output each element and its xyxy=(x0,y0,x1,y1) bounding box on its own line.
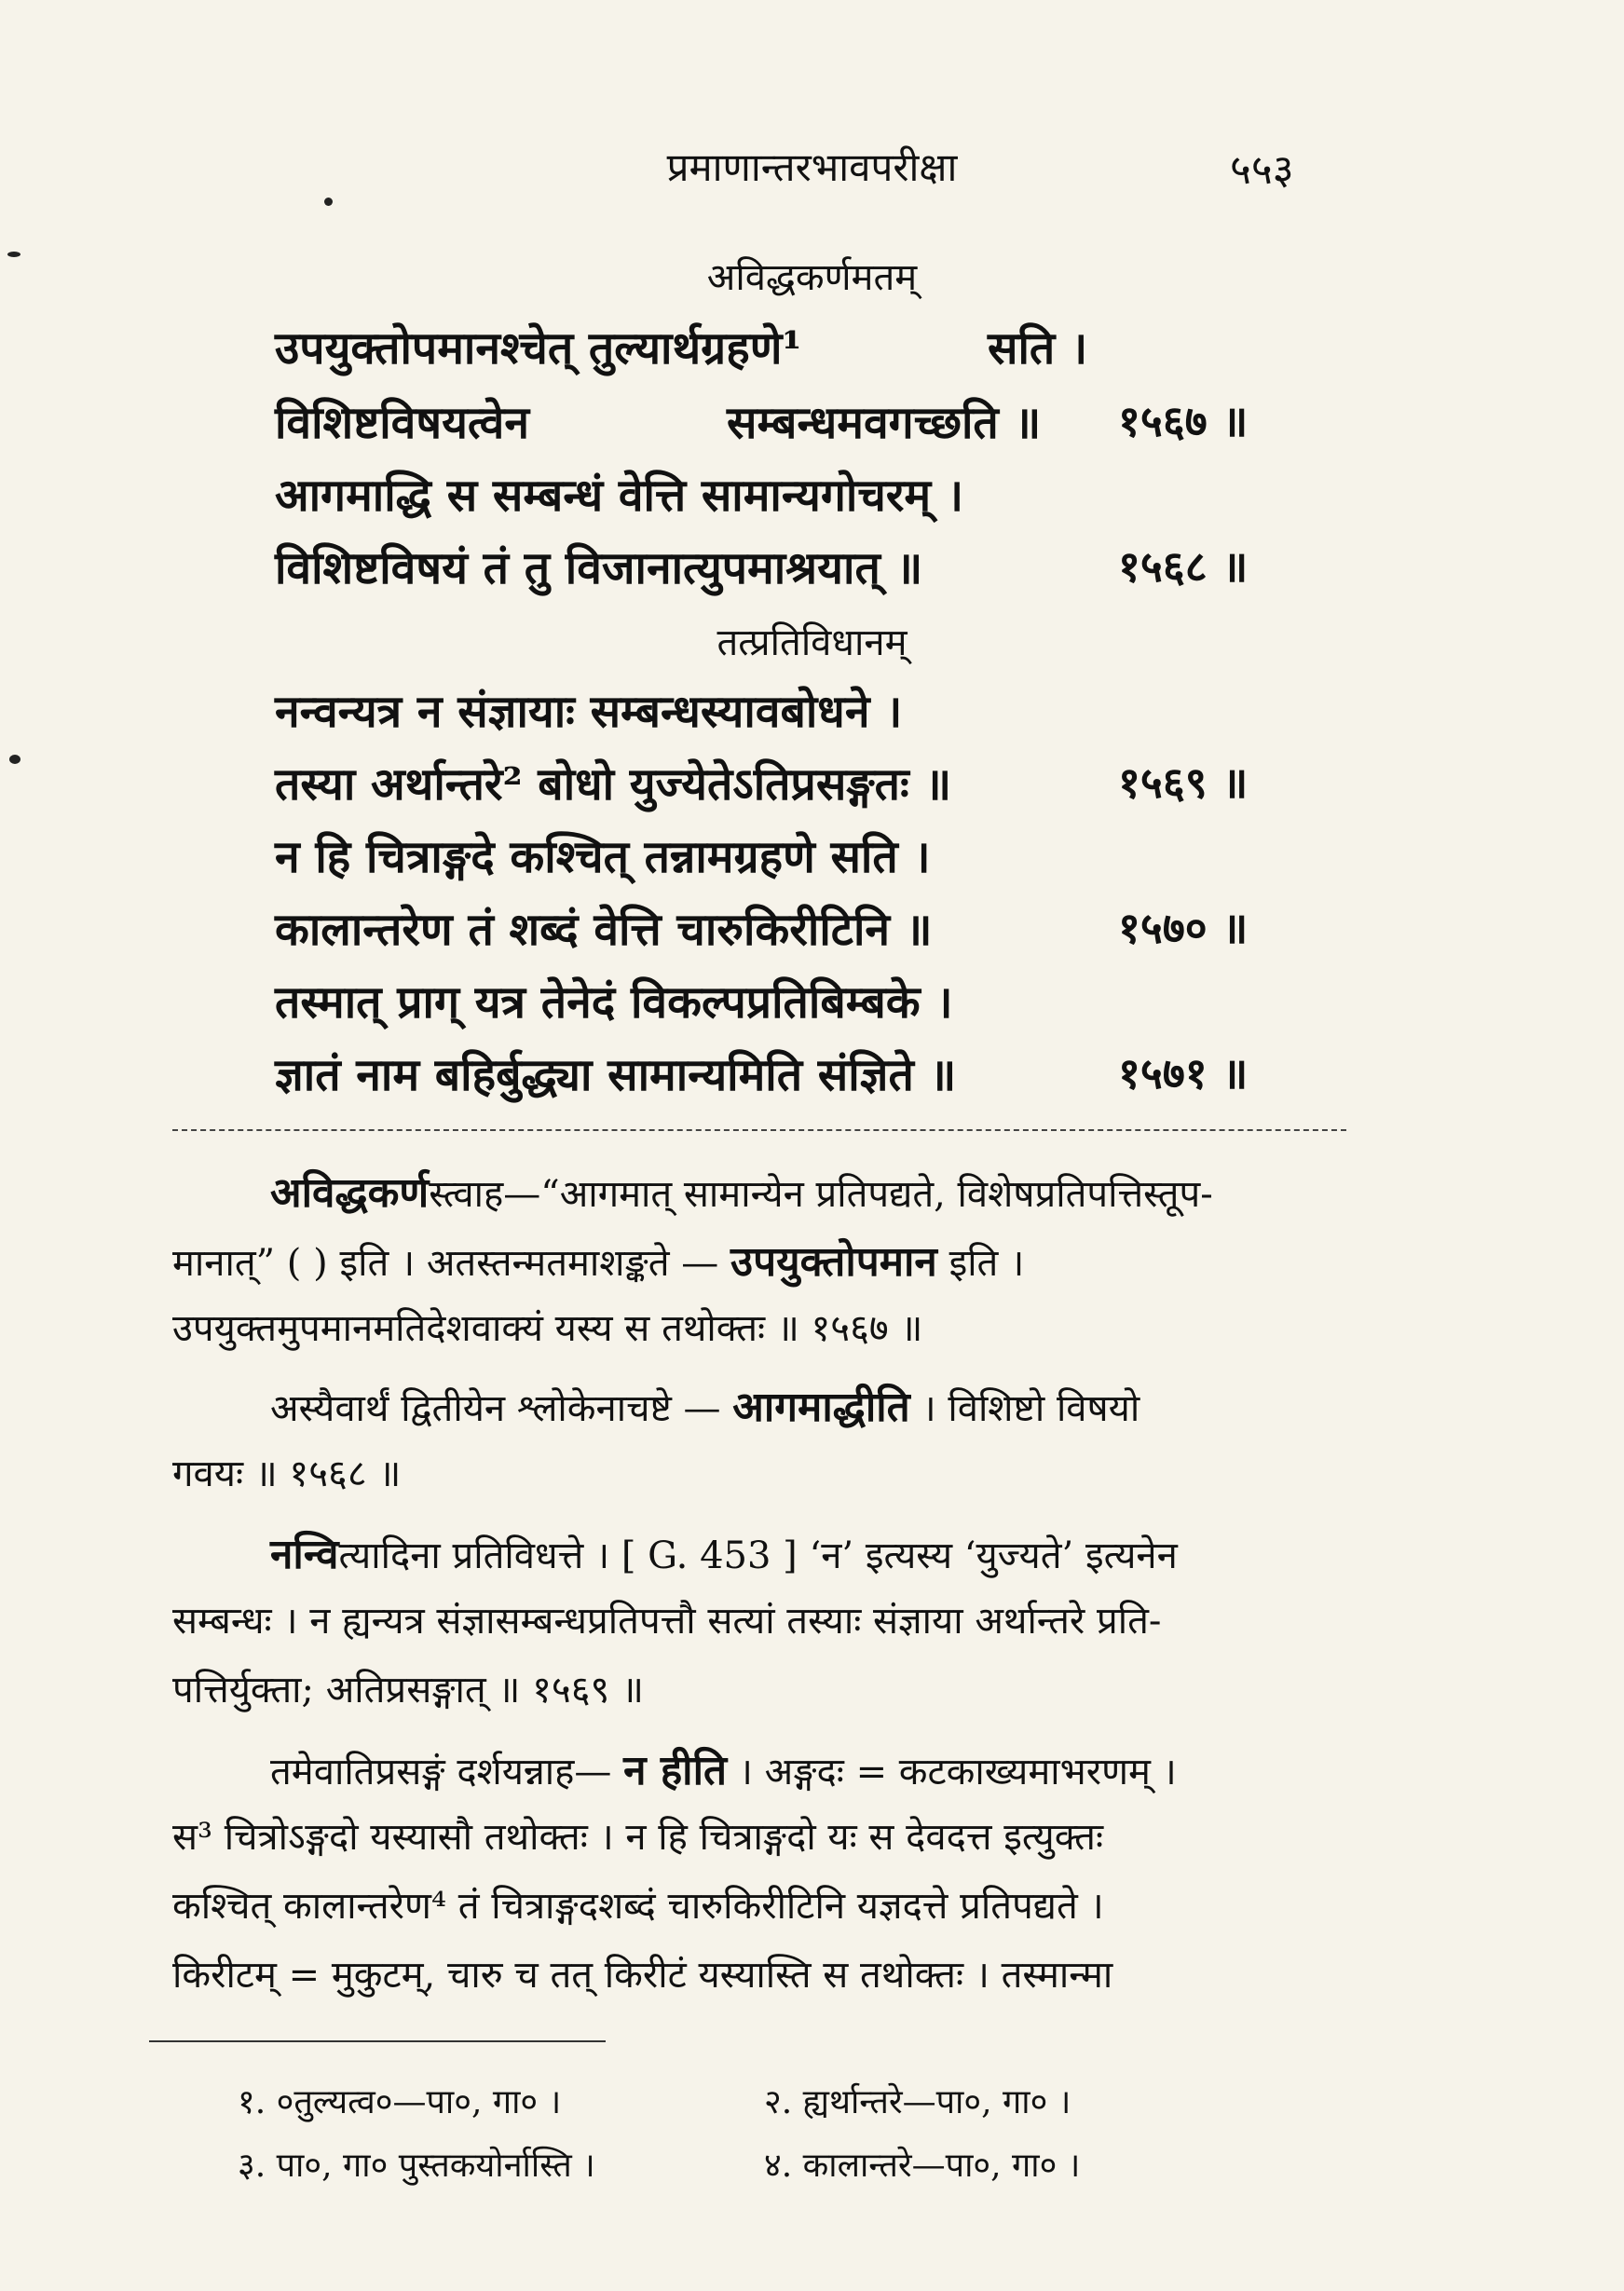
commentary-line xyxy=(270,1377,1140,1433)
commentary-line: पत्तिर्युक्ता; अतिप्रसङ्गात् ॥ १५६९ ॥ xyxy=(172,1669,644,1711)
commentary-keyword: अविद्धकर्ण xyxy=(270,1169,430,1217)
commentary-text: स्त्वाह—“आगमात् सामान्येन प्रतिपद्यते, विशेषप्रतिपत्तिस्तूप- xyxy=(429,1173,1213,1216)
commentary-keyword: न हीति xyxy=(623,1747,728,1794)
verse-line-end: सति । xyxy=(988,322,1088,375)
commentary-keyword: नन्वि xyxy=(270,1531,339,1578)
ink-speck xyxy=(9,755,20,764)
commentary-line: गवयः ॥ १५६८ ॥ xyxy=(172,1452,402,1495)
verse-line: तस्मात् प्राग् यत्र तेनेदं विकल्पप्रतिबिम्बके । xyxy=(275,976,953,1029)
commentary-text: त्यादिना प्रतिविधत्ते । [ G. 453 ] ‘न’ इत्यस्य ‘युज्यते’ इत्यनेन xyxy=(338,1534,1178,1577)
commentary-text: । अङ्गदः = कटकाख्यमाभरणम् । xyxy=(738,1751,1177,1793)
verse-line: उपयुक्तोपमानश्चेत् तुल्यार्थग्रहणे¹ xyxy=(275,322,802,375)
verse-line: न हि चित्राङ्गदे कश्चित् तन्नामग्रहणे सति । xyxy=(275,831,931,883)
verse-number: १५६९ ॥ xyxy=(1118,757,1249,808)
commentary-line xyxy=(270,1740,1177,1796)
commentary-line: सम्बन्धः । न ह्यन्यत्र संज्ञासम्बन्धप्रतिपत्तौ सत्यां तस्याः संज्ञाया अर्थान्तरे प्रति- xyxy=(172,1600,1162,1643)
page-number: ५५३ xyxy=(1230,146,1294,194)
footnote: १. ०तुल्यत्व०—पा०, गा० । xyxy=(238,2083,562,2121)
verse-line: आगमाद्धि स सम्बन्धं वेत्ति सामान्यगोचरम् । xyxy=(275,470,964,522)
verse-number: १५६८ ॥ xyxy=(1118,541,1249,592)
verse-line: ज्ञातं नाम बहिर्बुद्ध्या सामान्यमिति संज्ञिते ॥ xyxy=(275,1049,957,1101)
footnote: २. ह्यर्थान्तरे—पा०, गा० । xyxy=(764,2083,1071,2121)
footnote: ४. कालान्तरे—पा०, गा० । xyxy=(764,2147,1081,2185)
verse-line: नन्वन्यत्र न संज्ञायाः सम्बन्धस्यावबोधने । xyxy=(275,686,903,738)
commentary-keyword: आगमाद्धीति xyxy=(732,1384,910,1431)
verse-line: विशिष्टविषयत्वेन xyxy=(275,397,529,449)
ink-speck xyxy=(324,198,333,206)
verse-number: १५७० ॥ xyxy=(1118,903,1249,953)
commentary-line: उपयुक्तमुपमानमतिदेशवाक्यं यस्य स तथोक्तः ॥ १५६७ ॥ xyxy=(172,1307,923,1350)
separator-rule xyxy=(172,1129,1346,1131)
section-heading-pratividhanam: तत्प्रतिविधानम् xyxy=(716,621,908,664)
running-header: प्रमाणान्तरभावपरीक्षा xyxy=(666,144,958,190)
commentary-text: । विशिष्टो विषयो xyxy=(921,1387,1140,1430)
verse-number: १५७१ ॥ xyxy=(1118,1048,1249,1098)
commentary-line: स³ चित्रोऽङ्गदो यस्यासौ तथोक्तः । न हि चित्राङ्गदो यः स देवदत्त इत्युक्तः xyxy=(172,1816,1104,1859)
commentary-line: किरीटम् = मुकुटम्, चारु च तत् किरीटं यस्यास्ति स तथोक्तः । तस्मान्मा xyxy=(172,1954,1113,1997)
commentary-line: कश्चित् कालान्तरेण⁴ तं चित्राङ्गदशब्दं चारुकिरीटिनि यज्ञदत्ते प्रतिपद्यते । xyxy=(172,1885,1104,1928)
commentary-line xyxy=(172,1232,1024,1288)
verse-line-end: सम्बन्धमवगच्छति ॥ xyxy=(727,397,1042,449)
commentary-line xyxy=(270,1524,1178,1580)
footnote-rule xyxy=(149,2040,606,2042)
commentary-text: तमेवातिप्रसङ्गं दर्शयन्नाह— xyxy=(270,1751,612,1793)
commentary-text: इति । xyxy=(948,1242,1025,1285)
commentary-keyword: उपयुक्तोपमान xyxy=(730,1238,937,1286)
verse-line: विशिष्टविषयं तं तु विजानात्युपमाश्रयात् ॥ xyxy=(275,542,923,594)
commentary-text: मानात्” ( ) इति । अतस्तन्मतमाशङ्कते — xyxy=(172,1242,719,1285)
verse-number: १५६७ ॥ xyxy=(1118,396,1249,446)
footnote: ३. पा०, गा० पुस्तकयोर्नास्ति । xyxy=(238,2147,595,2185)
commentary-line xyxy=(270,1163,1213,1219)
verse-line: तस्या अर्थान्तरे² बोधो युज्येतेऽतिप्रसङ्गतः ॥ xyxy=(275,758,952,811)
section-heading-avidhhakarna: अविद्धकर्णमतम् xyxy=(706,256,918,299)
commentary-text: अस्यैवार्थं द्वितीयेन श्लोकेनाचष्टे — xyxy=(270,1387,721,1430)
verse-line: कालान्तरेण तं शब्दं वेत्ति चारुकिरीटिनि ॥ xyxy=(275,904,933,956)
